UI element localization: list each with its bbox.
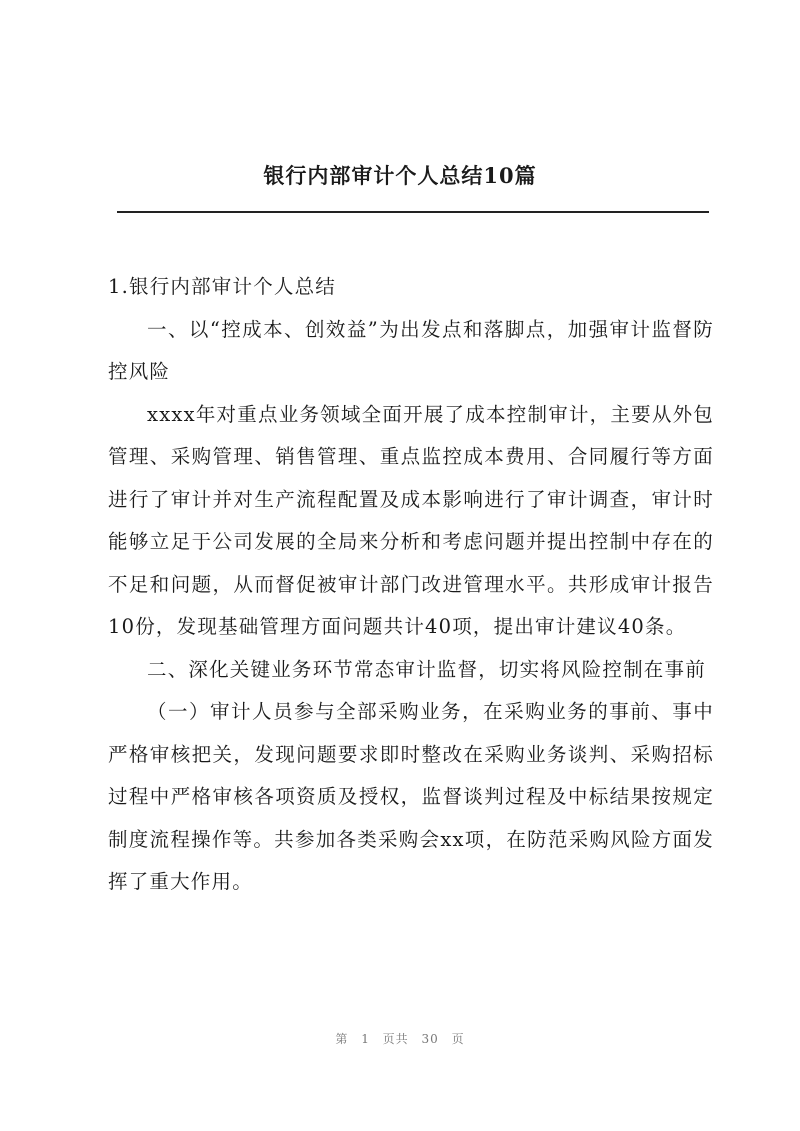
document-title: 银行内部审计个人总结10篇	[263, 163, 537, 188]
title-divider	[117, 211, 709, 213]
section-heading: 1.银行内部审计个人总结	[108, 275, 337, 298]
paragraph-body-1: xxxx年对重点业务领域全面开展了成本控制审计，主要从外包管理、采购管理、销售管理、重点监控成本费用、合同履行等方面进行了审计并对生产流程配置及成本影响进行了审计调查，审计时能够立足于公司发展的全局来分析和考虑问题并提出控制中存在的不足和问题，从而督促被审计部门改进管理水平。共形成审计报告10份，发现基础管理方面问题共计40项，提出审计建议40条。	[108, 402, 714, 638]
paragraph-heading-1: 一、以“控成本、创效益”为出发点和落脚点，加强审计监督防控风险	[108, 317, 714, 383]
paragraph-heading-2: 二、深化关键业务环节常态审计监督，切实将风险控制在事前	[147, 657, 706, 681]
paragraph-body-2: （一）审计人员参与全部采购业务，在采购业务的事前、事中严格审核把关，发现问题要求即时整改在采购业务谈判、采购招标过程中严格审核各项资质及授权，监督谈判过程及中标结果按规定制度流程操作等。共参加各类采购会xx项，在防范采购风险方面发挥了重大作用。	[108, 700, 714, 893]
document-body	[108, 266, 714, 904]
page-number-footer: 第 1 页共 30 页	[335, 1032, 465, 1046]
